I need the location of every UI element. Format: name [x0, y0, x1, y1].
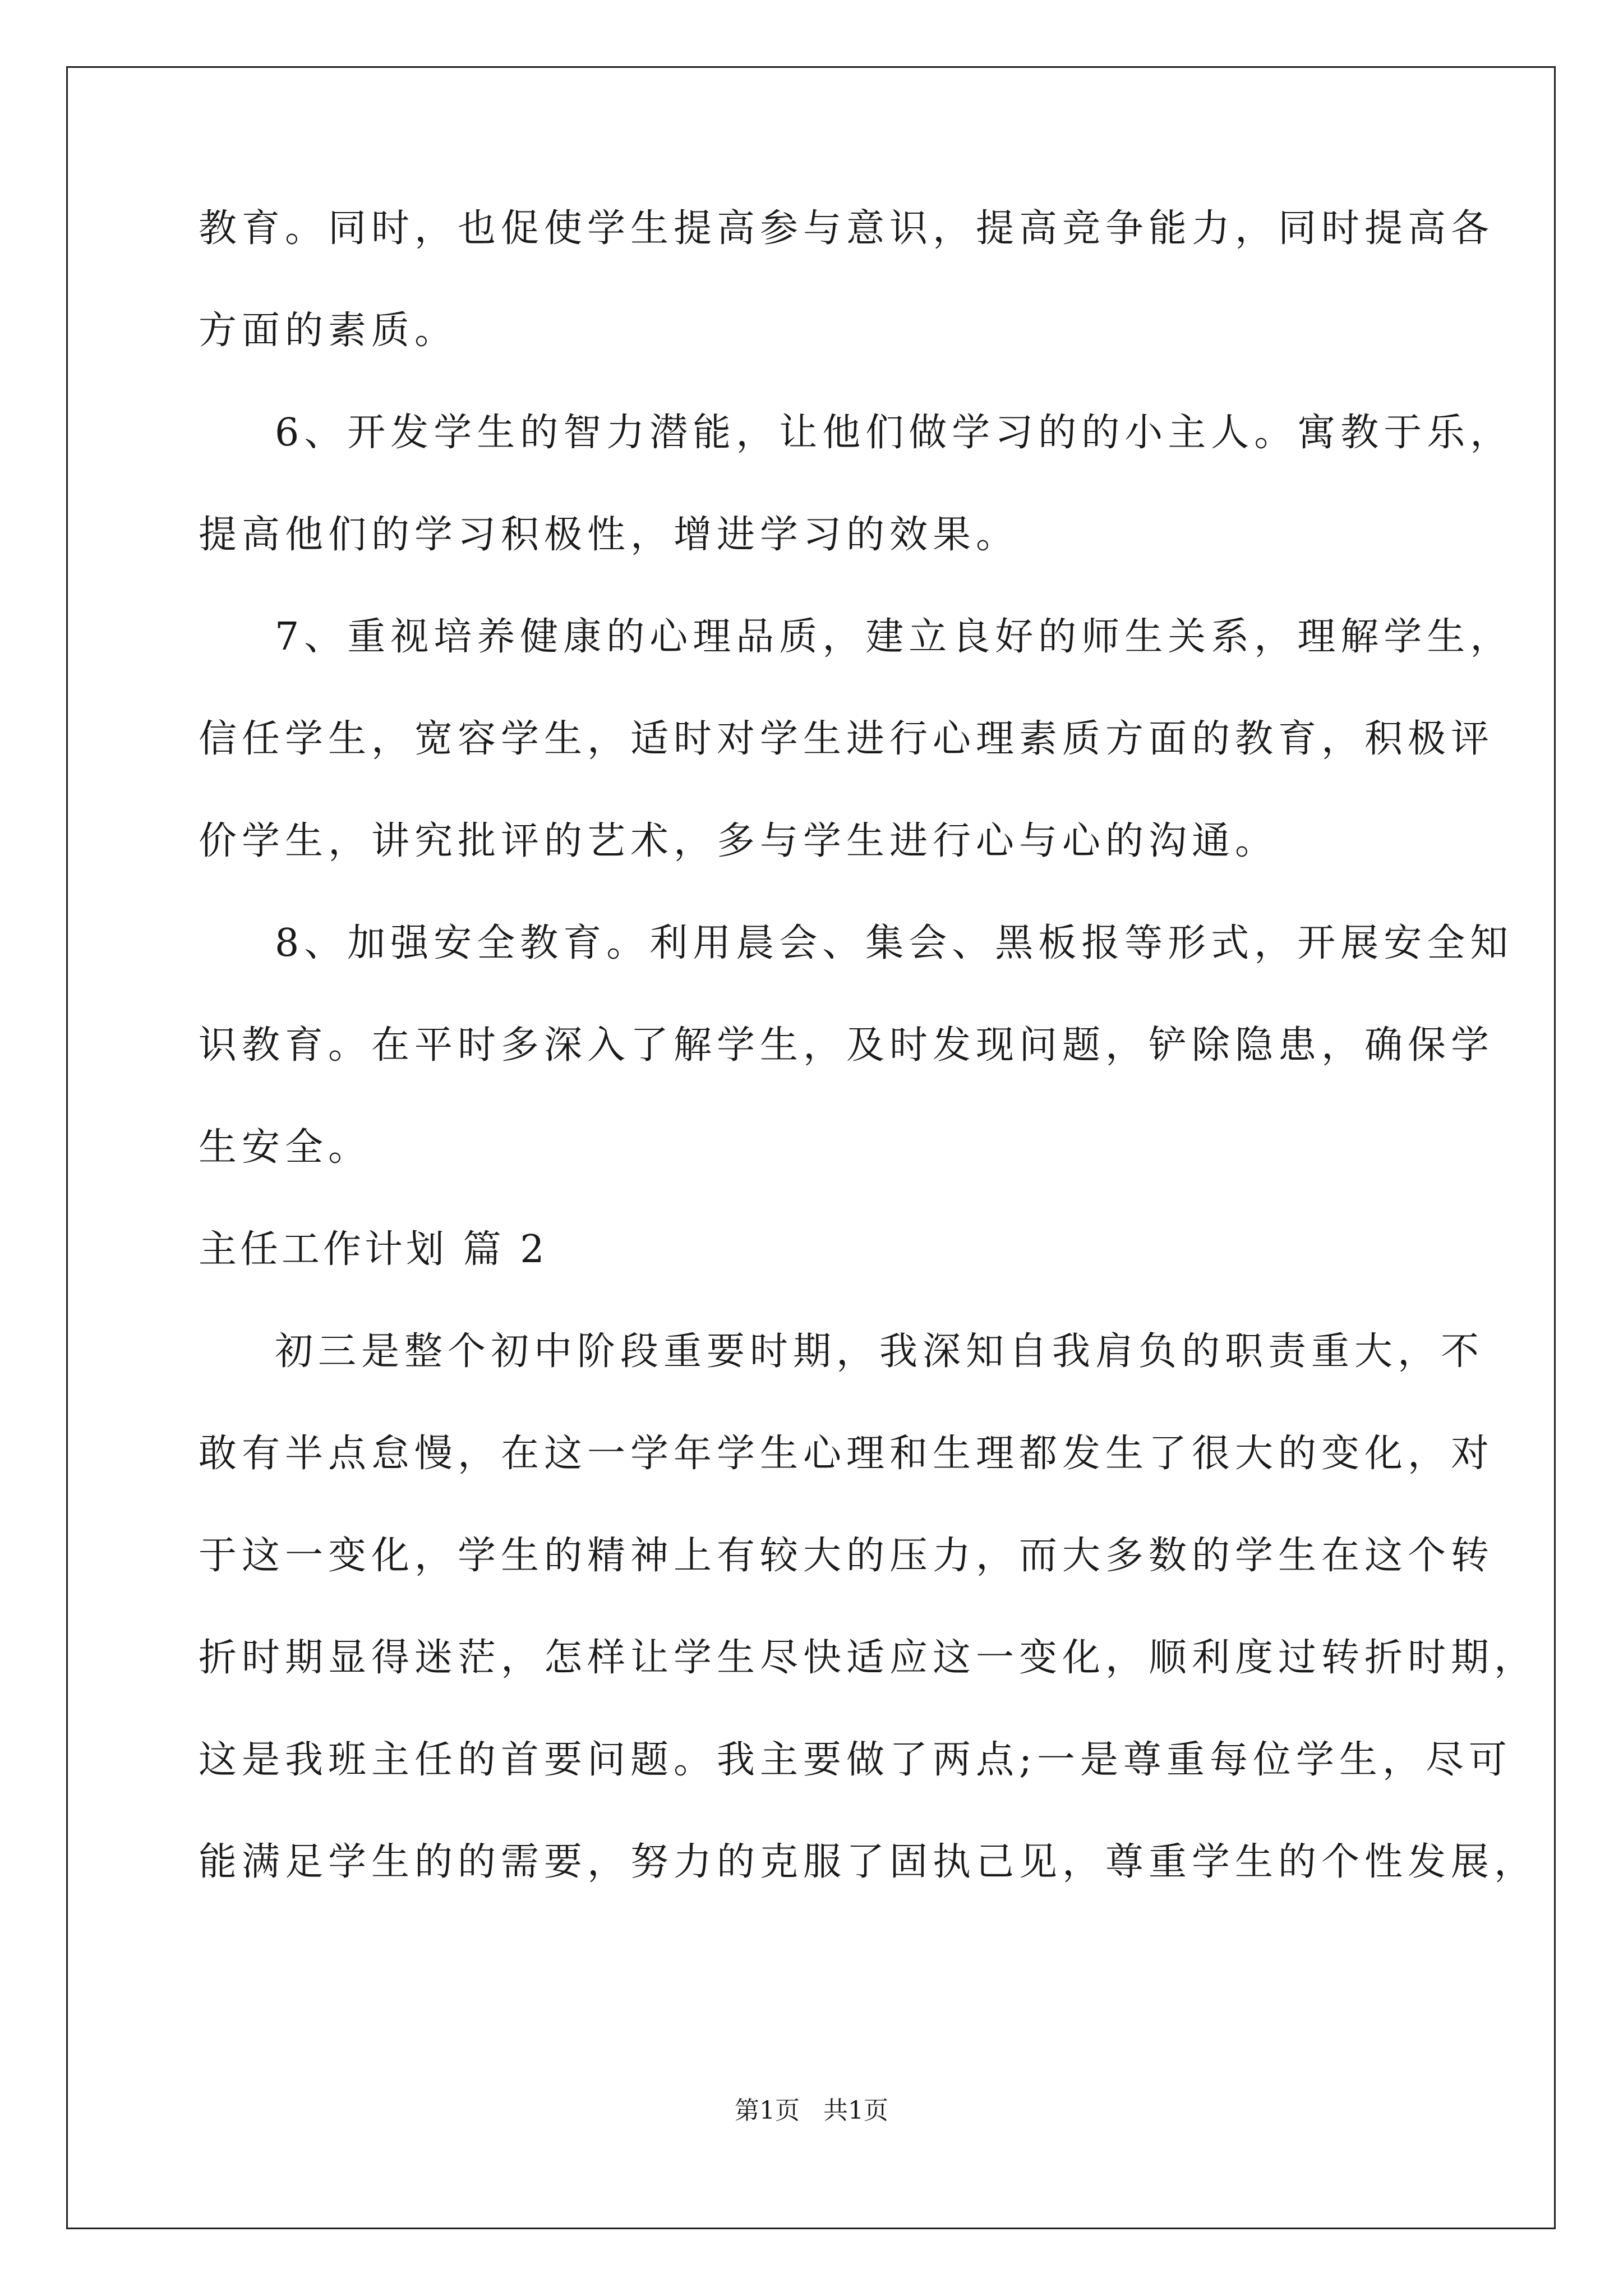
paragraph-line: 教育。同时，也促使学生提高参与意识，提高竞争能力，同时提高各	[199, 206, 1495, 251]
paragraph-line: 6、开发学生的智力潜能，让他们做学习的的小主人。寓教于乐，	[275, 411, 1514, 455]
paragraph-line: 这是我班主任的首要问题。我主要做了两点;一是尊重每位学生，尽可	[199, 1738, 1512, 1782]
section-heading: 主任工作计划 篇 2	[199, 1227, 548, 1272]
paragraph-line: 7、重视培养健康的心理品质，建立良好的师生关系，理解学生，	[275, 615, 1514, 659]
paragraph-line: 方面的素质。	[199, 309, 458, 353]
paragraph-line: 折时期显得迷茫，怎样让学生尽快适应这一变化，顺利度过转折时期，	[199, 1636, 1538, 1680]
paragraph-line: 能满足学生的的需要，努力的克服了固执己见，尊重学生的个性发展，	[199, 1840, 1538, 1884]
paragraph-line: 提高他们的学习积极性，增进学习的效果。	[199, 513, 1020, 557]
paragraph-line: 价学生，讲究批评的艺术，多与学生进行心与心的沟通。	[199, 819, 1279, 863]
paragraph-line: 生安全。	[199, 1125, 372, 1170]
paragraph-line: 信任学生，宽容学生，适时对学生进行心理素质方面的教育，积极评	[199, 717, 1495, 761]
paragraph-line: 识教育。在平时多深入了解学生，及时发现问题，铲除隐患，确保学	[199, 1023, 1495, 1068]
paragraph-line: 于这一变化，学生的精神上有较大的压力，而大多数的学生在这个转	[199, 1534, 1495, 1578]
paragraph-line: 8、加强安全教育。利用晨会、集会、黑板报等形式，开展安全知	[275, 921, 1514, 965]
paragraph-line: 敢有半点怠慢，在这一学年学生心理和生理都发生了很大的变化，对	[199, 1432, 1495, 1476]
page-footer: 第1页 共1页	[735, 2096, 888, 2125]
paragraph-line: 初三是整个初中阶段重要时期，我深知自我肩负的职责重大，不	[275, 1329, 1484, 1374]
